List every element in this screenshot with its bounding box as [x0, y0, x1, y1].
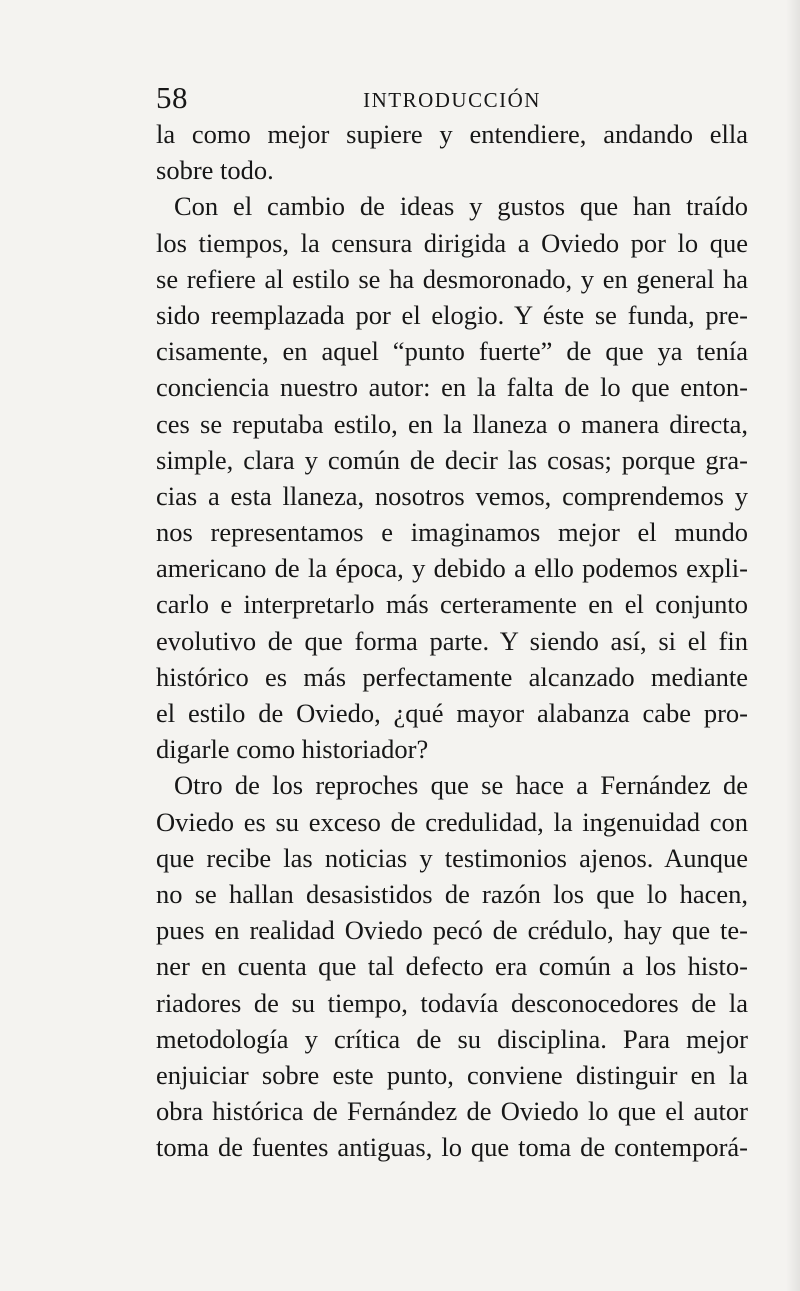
page-edge-shadow [786, 0, 800, 1291]
text-line: pues en realidad Oviedo pecó de crédulo, hay que te- [156, 915, 748, 946]
text-line: obra histórica de Fernández de Oviedo lo que el autor [156, 1096, 748, 1127]
text-line: americano de la época, y debido a ello podemos expli- [156, 553, 748, 584]
text-line: los tiempos, la censura dirigida a Oviedo por lo que [156, 227, 748, 258]
text-line: evolutivo de que forma parte. Y siendo así, si el fin [156, 625, 748, 656]
text-line: el estilo de Oviedo, ¿qué mayor alabanza cabe pro- [156, 698, 748, 728]
text-line: sido reemplazada por el elogio. Y éste se funda, pre- [156, 299, 748, 330]
text-line: ner en cuenta que tal defecto era común a los histo- [156, 951, 748, 982]
text-line: enjuiciar sobre este punto, conviene distinguir en la [156, 1059, 748, 1090]
page-header [156, 78, 748, 118]
text-line: metodología y crítica de su disciplina. Para mejor [156, 1023, 748, 1054]
running-head: INTRODUCCIÓN [363, 88, 541, 112]
text-line: se refiere al estilo se ha desmoronado, y en general ha [156, 263, 748, 294]
text-line: no se hallan desasistidos de razón los que lo hacen, [156, 878, 748, 909]
text-line: que recibe las noticias y testimonios ajenos. Aunque [156, 842, 748, 873]
text-line: Oviedo es su exceso de credulidad, la ingenuidad con [156, 806, 748, 837]
text-line: carlo e interpretarlo más certeramente en el conjunto [156, 589, 748, 620]
text-line: Otro de los reproches que se hace a Fernández de [174, 770, 748, 801]
text-line: sobre todo. [156, 155, 274, 186]
page-number: 58 [156, 80, 188, 115]
text-line: conciencia nuestro autor: en la falta de lo que enton- [156, 372, 748, 403]
body-text [156, 116, 748, 1165]
text-line: riadores de su tiempo, todavía desconocedores de la [156, 987, 748, 1018]
text-line: toma de fuentes antiguas, lo que toma de contemporá- [156, 1132, 748, 1163]
text-line: cias a esta llaneza, nosotros vemos, comprendemos y [156, 480, 748, 511]
text-line: ces se reputaba estilo, en la llaneza o manera directa, [156, 408, 748, 439]
text-line: cisamente, en aquel “punto fuerte” de que ya tenía [156, 336, 748, 367]
text-line: la como mejor supiere y entendiere, andando ella [156, 119, 748, 149]
text-line: simple, clara y común de decir las cosas; porque gra- [156, 444, 748, 475]
text-line: digarle como historiador? [156, 734, 429, 765]
text-line: nos representamos e imaginamos mejor el mundo [156, 517, 748, 548]
text-line: Con el cambio de ideas y gustos que han traído [174, 191, 748, 222]
text-line: histórico es más perfectamente alcanzado mediante [156, 661, 748, 692]
